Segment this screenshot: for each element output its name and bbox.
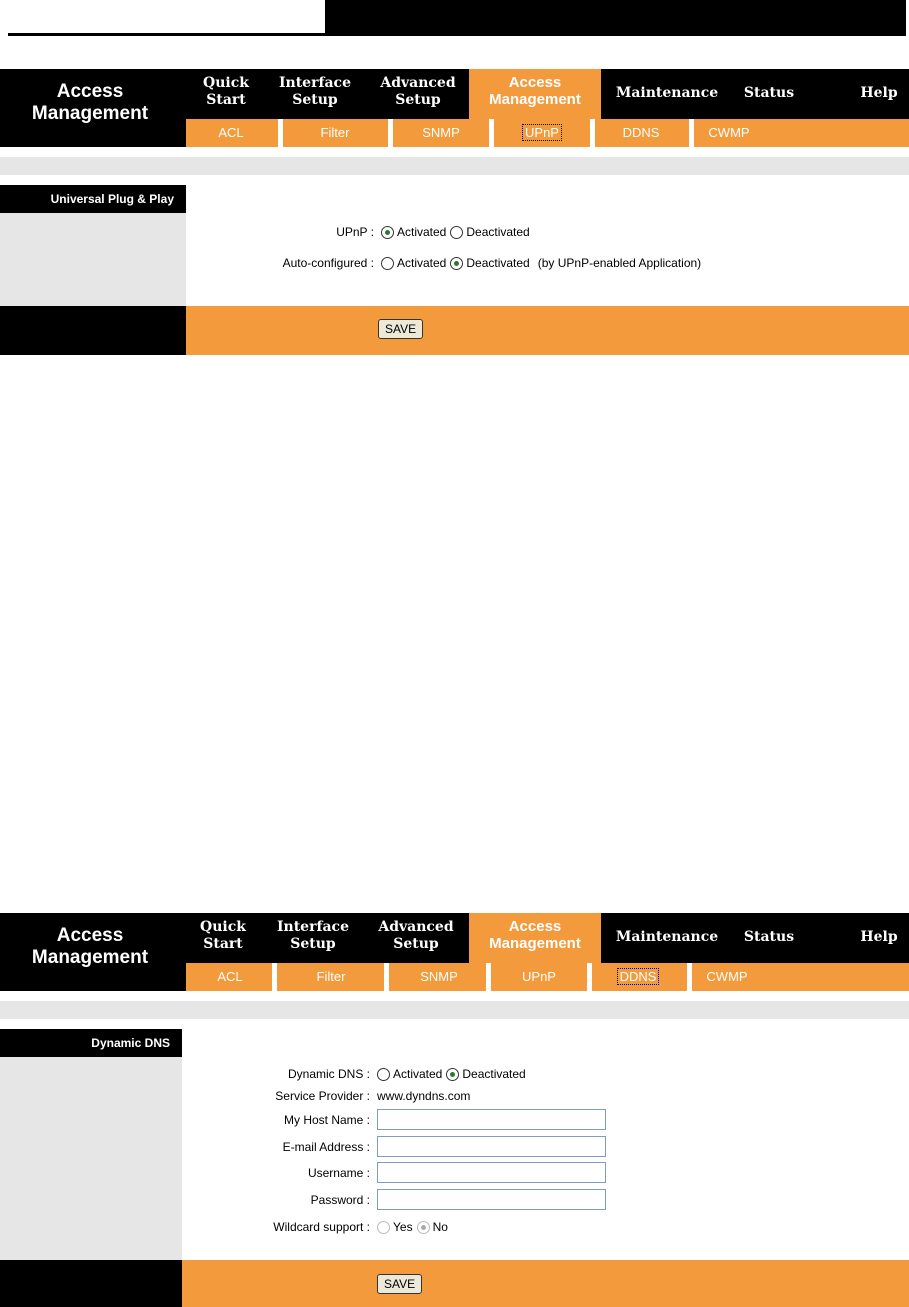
password-label: Password : <box>310 1193 370 1207</box>
separator-bar <box>0 157 909 175</box>
ddns-options <box>377 1063 530 1085</box>
header-title-block <box>0 913 186 991</box>
tab-status[interactable]: Status <box>743 85 795 101</box>
username-label: Username : <box>307 1166 370 1180</box>
subtab-acl[interactable]: ACL <box>218 125 244 140</box>
radio-label: No <box>432 1220 448 1234</box>
footer-bar <box>182 1260 909 1307</box>
wildcard-yes-radio[interactable] <box>377 1221 390 1234</box>
left-column <box>0 213 186 306</box>
tab-interface-setup[interactable]: Interface Setup <box>276 919 349 952</box>
subtab-upnp[interactable]: UPnP <box>494 119 590 147</box>
auto-configured-options <box>381 252 701 274</box>
upnp-label: UPnP : <box>336 225 374 239</box>
tab-maintenance[interactable]: Maintenance <box>615 85 719 101</box>
ddns-deactivated-radio[interactable] <box>446 1068 459 1081</box>
subtab-ddns[interactable]: DDNS <box>622 125 660 140</box>
tab-quick-start[interactable]: Quick Start <box>203 75 249 108</box>
sub-nav <box>186 963 909 991</box>
wildcard-no-radio[interactable] <box>417 1221 430 1234</box>
section-label: Dynamic DNS <box>0 1029 182 1057</box>
top-black-band <box>325 0 904 36</box>
radio-label: Activated <box>393 1067 443 1081</box>
subtab-cwmp[interactable]: CWMP <box>706 969 748 984</box>
username-row <box>182 1162 905 1184</box>
subtab-acl[interactable]: ACL <box>217 969 243 984</box>
service-provider-value: www.dyndns.com <box>377 1089 471 1103</box>
footer-left <box>0 306 186 355</box>
auto-configured-note: (by UPnP-enabled Application) <box>537 256 702 270</box>
ddns-row <box>182 1063 905 1085</box>
top-right-rule <box>904 0 906 36</box>
subtab-filter[interactable]: Filter <box>316 969 346 984</box>
main-nav <box>186 913 909 963</box>
tab-help[interactable]: Help <box>860 85 898 101</box>
footer-left <box>0 1260 182 1307</box>
ddns-panel <box>0 913 909 1307</box>
wildcard-options <box>377 1216 452 1238</box>
section-label: Universal Plug & Play <box>0 185 186 213</box>
subtab-snmp[interactable]: SNMP <box>422 125 460 140</box>
auto-activated-radio[interactable] <box>381 257 394 270</box>
upnp-activated-radio[interactable] <box>381 226 394 239</box>
username-input[interactable] <box>377 1162 606 1183</box>
left-column <box>0 1057 182 1260</box>
wildcard-label: Wildcard support : <box>273 1220 370 1234</box>
separator-bar <box>0 1001 909 1019</box>
auto-configured-label: Auto-configured : <box>282 256 374 270</box>
top-rule <box>8 33 326 36</box>
ddns-activated-radio[interactable] <box>377 1068 390 1081</box>
tab-access-management[interactable]: Access Management <box>469 913 601 963</box>
save-button[interactable]: SAVE <box>378 319 423 339</box>
tab-quick-start[interactable]: Quick Start <box>200 919 246 952</box>
radio-label: Deactivated <box>462 1067 526 1081</box>
page-title: Access Management <box>31 925 149 968</box>
ddns-label: Dynamic DNS : <box>287 1067 370 1081</box>
wildcard-row <box>182 1216 905 1238</box>
save-button[interactable]: SAVE <box>377 1274 422 1294</box>
tab-advanced-setup[interactable]: Advanced Setup <box>378 919 454 952</box>
email-input[interactable] <box>377 1136 606 1157</box>
service-provider-row <box>182 1085 905 1107</box>
email-label: E-mail Address : <box>282 1140 370 1154</box>
service-provider-label: Service Provider : <box>275 1089 370 1103</box>
subtab-cwmp[interactable]: CWMP <box>708 125 750 140</box>
subtab-snmp[interactable]: SNMP <box>420 969 458 984</box>
password-input[interactable] <box>377 1189 606 1210</box>
header-title-block <box>0 69 186 147</box>
tab-status[interactable]: Status <box>743 929 795 945</box>
tab-help[interactable]: Help <box>860 929 898 945</box>
sub-nav <box>186 119 909 147</box>
password-row <box>182 1189 905 1211</box>
host-name-row <box>182 1109 905 1131</box>
host-name-input[interactable] <box>377 1109 606 1130</box>
main-nav <box>186 69 909 119</box>
tab-access-management[interactable]: Access Management <box>469 69 601 119</box>
upnp-row <box>186 221 909 243</box>
host-name-label: My Host Name : <box>283 1113 370 1127</box>
page-top-bar <box>0 0 909 40</box>
auto-deactivated-radio[interactable] <box>450 257 463 270</box>
radio-label: Activated <box>397 225 447 239</box>
tab-interface-setup[interactable]: Interface Setup <box>278 75 351 108</box>
footer-bar <box>186 306 909 355</box>
upnp-options <box>381 221 534 243</box>
radio-label: Deactivated <box>466 225 530 239</box>
page-title: Access Management <box>31 81 149 124</box>
tab-advanced-setup[interactable]: Advanced Setup <box>380 75 456 108</box>
radio-label: Yes <box>393 1220 413 1234</box>
radio-label: Activated <box>397 256 447 270</box>
tab-maintenance[interactable]: Maintenance <box>615 929 719 945</box>
email-row <box>182 1136 905 1158</box>
upnp-panel <box>0 69 909 355</box>
subtab-ddns[interactable]: DDNS <box>592 963 684 991</box>
subtab-upnp[interactable]: UPnP <box>522 969 556 984</box>
upnp-deactivated-radio[interactable] <box>450 226 463 239</box>
subtab-filter[interactable]: Filter <box>320 125 350 140</box>
auto-configured-row <box>186 252 909 274</box>
radio-label: Deactivated <box>466 256 530 270</box>
